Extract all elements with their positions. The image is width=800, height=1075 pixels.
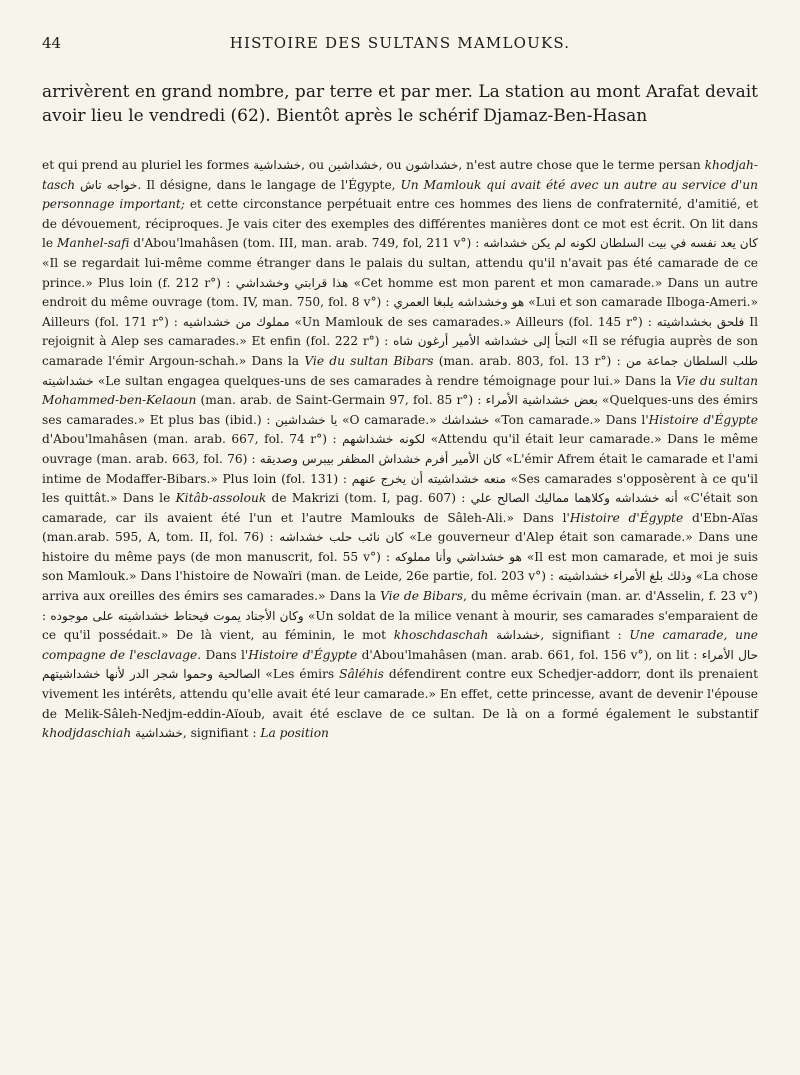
text-run [488, 628, 496, 642]
italic-term: khodjdaschiah [42, 726, 132, 741]
work-title: Vie du sultan Mohammed-ben-Kelaoun [42, 373, 758, 408]
text-run: défendirent contre eux Schedjer-addorr, dont ils prenaient vivement les intérêts, attendu qu'elle avait été leur camarade.» En effet, cette princesse, avant de devenir l'épouse de Melik-Sâleh-Nedjm-eddin-Aïoub, avait été esclave de ce sultan. De là on a formé également le substantif [42, 667, 758, 721]
arabic-quote: أنه خشداشه وكلاهما مماليك الصالح علي [470, 491, 678, 506]
text-run: «L'émir Afrem était le camarade et l'ami intime de Modaffer-Bibars.» Plus loin (fol. 131) : [42, 451, 758, 486]
text-run: «Un Mamlouk de ses camarades.» Ailleurs (fol. 145 r°) : [289, 314, 657, 329]
page [42, 34, 758, 744]
arabic-quote: كان يعد نفسه في بيت السلطان لكونه لم يكن خشداشه [483, 236, 758, 251]
text-run: «O camarade.» [337, 412, 442, 427]
work-title: Histoire d'Égypte [569, 510, 684, 525]
text-run: , ou [301, 158, 328, 172]
text-run: «Il est mon camarade, et moi je suis son Mamlouk.» Dans l'histoire de Nowaïri (man. de Leide, 26e partie, fol. 203 v°) : [42, 549, 758, 584]
text-run: «Les émirs [260, 667, 340, 682]
text-run: et cette circonstance perpétuait entre ces hommes des liens de confraternité, d'amitié, et de dévouement, réciproques. Je vais citer des exemples des différentes manières dont ce mot est écrit. On lit dans le [42, 197, 758, 251]
work-title: Histoire d'Égypte [248, 647, 358, 662]
text-run: «La chose arriva aux oreilles des émirs ses camarades.» Dans la [42, 569, 759, 604]
text-run: , ou [378, 158, 406, 172]
text-run: «Ton camarade.» Dans l' [489, 412, 649, 427]
work-title: Vie du sultan Bibars [304, 353, 434, 368]
italic-definition: Une camarade, une compagne de l'esclavage. [42, 628, 759, 662]
arabic-quote: خشداشك [441, 412, 490, 427]
text-run: «Un soldat de la milice venant à mourir, ses camarades s'emparaient de ce qu'il possédait.» De là vient, au féminin, le mot [42, 608, 758, 643]
arabic-quote: حال الأمراء الصالحية وحموا شجر الدر لأنها خشداشيتهم [42, 647, 758, 682]
work-title: Manhel-safi [57, 236, 130, 251]
text-run: , signifiant : [540, 628, 630, 643]
text-run: , du même écrivain (man. ar. d'Asselin, f. 23 v°) : [42, 589, 759, 623]
text-run: d'Ebn-Aïas (man.arab. 595, A, tom. II, fol. 76) : [42, 510, 758, 545]
arabic-term: خشداشية [135, 726, 183, 741]
text-run: (man. arab. de Saint-Germain 97, fol. 85 r°) : [196, 393, 486, 408]
text-run: d'Abou'lmahâsen (tom. III, man. arab. 749, fol, 211 v°) : [129, 236, 484, 251]
text-run: «Il se regardait lui-même comme étranger dans le palais du sultan, attendu qu'il n'avait pas été camarade de ce prince.» Plus loin (f. 212 r°) : [42, 255, 758, 290]
arabic-quote: هو خشداشي وأنا مملوكه [394, 549, 522, 564]
italic-term: khoschdaschah [393, 628, 489, 643]
text-run: et qui prend au pluriel les formes [42, 158, 254, 172]
arabic-quote: فلحق بخشداشيته [656, 314, 745, 329]
text-run: «C'était son camarade, car ils avaient été l'un et l'autre Mamlouks de Sâleh-Ali.» Dans l' [42, 491, 759, 525]
text-run: Il rejoignit à Alep ses camarades.» Et enfin (fol. 222 r°) : [42, 314, 758, 349]
italic-term: khodjah-tasch [42, 158, 758, 192]
page-number: 44 [42, 34, 62, 52]
text-run: «Il se réfugia auprès de son camarade l'émir Argoun-schah.» Dans la [42, 334, 758, 368]
arabic-quote: مملوك من خشداشيه [182, 314, 290, 329]
arabic-quote: يا خشداشين [275, 412, 338, 427]
text-run: «Lui et son camarade Ilboga-Ameri.» Ailleurs (fol. 171 r°) : [42, 295, 759, 329]
arabic-quote: بعض خشداشية الأمراء [485, 393, 598, 408]
running-title: HISTOIRE DES SULTANS MAMLOUKS. [229, 34, 571, 52]
work-title: Vie de Bibars [380, 589, 464, 604]
arabic-term: خشداشة [496, 628, 541, 643]
footnote-body [42, 156, 758, 744]
arabic-quote: هو وخشداشه يلبغا العمري [393, 295, 525, 310]
text-run: «Le sultan engagea quelques-uns de ses camarades à rendre témoignage pour lui.» Dans la [93, 373, 676, 388]
arabic-quote: التجأ إلى خشداشه الأمير أرغون شاه [393, 334, 577, 349]
page-header [42, 34, 758, 56]
text-run: (man. arab. 803, fol. 13 r°) : [433, 353, 626, 368]
text-run: «Attendu qu'il était leur camarade.» Dans le même ouvrage (man. arab. 663, fol. 76) : [42, 432, 758, 466]
arabic-quote: كان نائب حلب خشداشه [279, 530, 404, 545]
text-run: «Le gouverneur d'Alep était son camarade.» Dans une histoire du même pays (de mon manuscrit, fol. 55 v°) : [42, 530, 758, 564]
arabic-quote: وذلك بلغ الأمراء خشداشيته [557, 569, 692, 584]
arabic-term: خشداشون [405, 158, 459, 172]
footnote-paragraph [42, 156, 758, 744]
arabic-term: خشداشين [328, 158, 379, 172]
text-run: «Ses camarades s'opposèrent à ce qu'il les quittât.» Dans le [42, 471, 758, 506]
work-title: Histoire d'Égypte [648, 412, 758, 427]
arabic-term: خواجه تاش [80, 177, 138, 192]
italic-definition: Un Mamlouk qui avait été avec un autre au service d'un personnage important; [42, 177, 758, 212]
text-run: Dans l' [201, 647, 249, 662]
text-run: d'Abou'lmahâsen (man. arab. 667, fol. 74 r°) : [42, 432, 343, 447]
intro-paragraph: arrivèrent en grand nombre, par terre et par mer. La station au mont Arafat devait avoir lieu le vendredi (62). Bientôt après le schérif Djamaz-Ben-Hasan [42, 82, 758, 126]
text-run: «Quelques-uns des émirs ses camarades.» Et plus bas (ibid.) : [42, 393, 758, 427]
text-run: . Il désigne, dans le langage de l'Égypte, [137, 177, 401, 192]
text-run: , n'est autre chose que le terme persan [458, 158, 705, 172]
arabic-quote: لكونه خشداشهم [342, 432, 426, 447]
work-title: Kitâb-assolouk [175, 491, 267, 506]
arabic-quote: كان الأمير أفرم خشداش المظفر بيبرس وصديقه [259, 451, 502, 466]
arabic-quote: منعه خشداشيته أن يخرج عنهم [351, 471, 506, 486]
text-run: d'Abou'lmahâsen (man. arab. 661, fol. 156 v°), on lit : [357, 647, 702, 662]
text-run: , signifiant : [182, 726, 261, 741]
text-run: «Cet homme est mon parent et mon camarade.» Dans un autre endroit du même ouvrage (tom. IV, man. 750, fol. 8 v°) : [42, 275, 758, 310]
arabic-quote: طلب السلطان جماعة من خشداشيته [42, 353, 758, 388]
arabic-quote: وكان الأجناد يموت فيحتاط خشداشيته على موجوده [50, 608, 304, 623]
italic-term: Sâléhis [339, 667, 384, 682]
arabic-term: خشداشية [253, 158, 302, 172]
italic-definition: La position [260, 726, 329, 741]
text-run: de Makrizi (tom. I, pag. 607) : [266, 491, 471, 506]
arabic-quote: هذا قرابتي وخشداشي [235, 275, 349, 290]
